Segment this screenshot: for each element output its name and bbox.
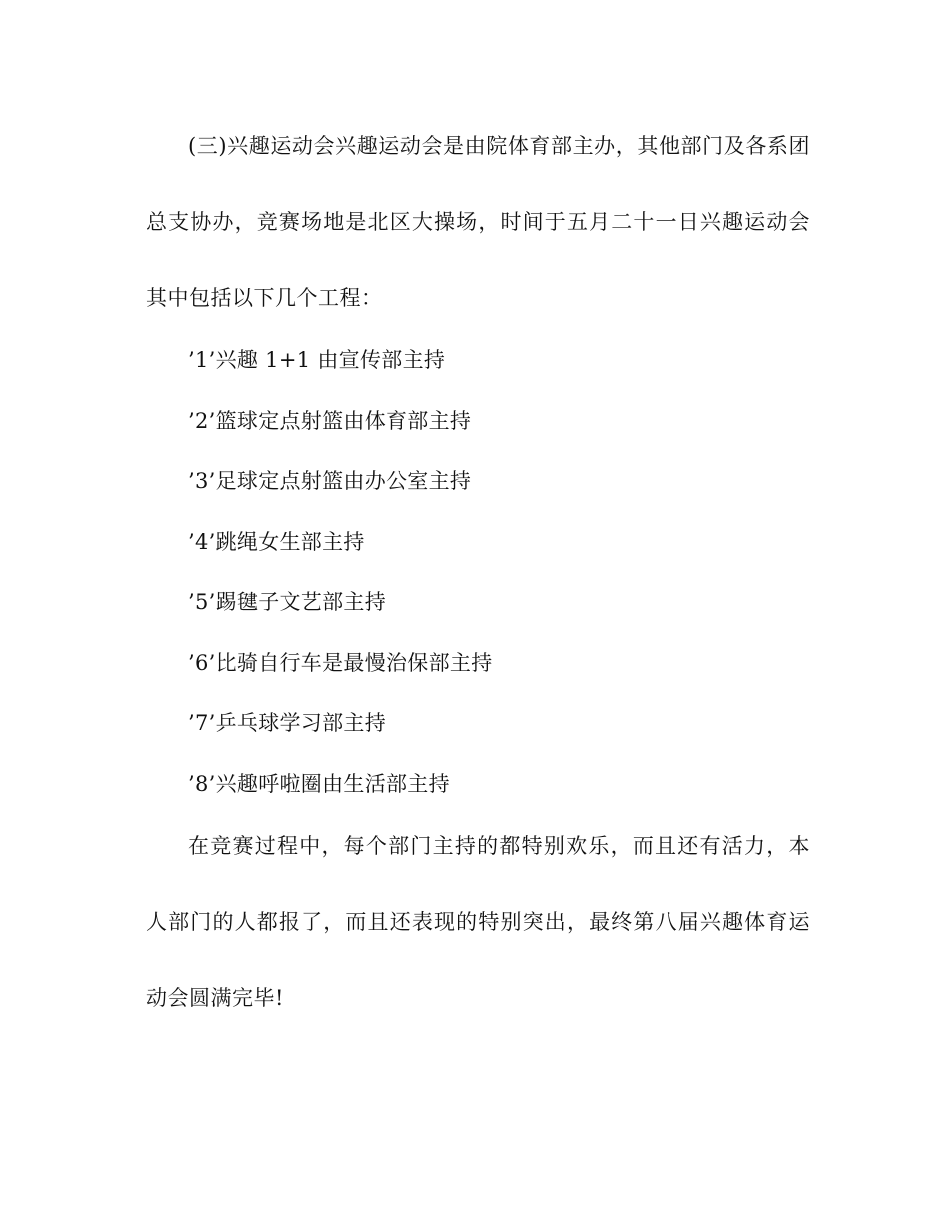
list-item: ’7’乒乓球学习部主持	[188, 711, 387, 735]
list-item: ’6’比骑自行车是最慢治保部主持	[188, 650, 493, 675]
list-item: ’5’踢毽子文艺部主持	[188, 590, 387, 614]
list-item: ’1’兴趣 1+1 由宣传部主持	[188, 348, 446, 372]
list-item: ’4’跳绳女生部主持	[188, 529, 365, 554]
closing-paragraph: 在竞赛过程中，每个部门主持的都特别欢乐，而且还有活力，本人部门的人都报了，而且还表现的特别突出，最终第八届兴趣体育运动会圆满完毕!	[146, 834, 810, 1010]
list-item: ’3’足球定点射篮由办公室主持	[188, 469, 472, 493]
event-list	[146, 330, 810, 814]
intro-paragraph: (三)兴趣运动会兴趣运动会是由院体育部主办，其他部门及各系团总支协办，竞赛场地是北区大操场，时间于五月二十一日兴趣运动会其中包括以下几个工程：	[146, 134, 810, 310]
document-body	[146, 122, 810, 1036]
list-item: ’2’篮球定点射篮由体育部主持	[188, 408, 472, 433]
list-item: ’8’兴趣呼啦圈由生活部主持	[188, 771, 450, 796]
